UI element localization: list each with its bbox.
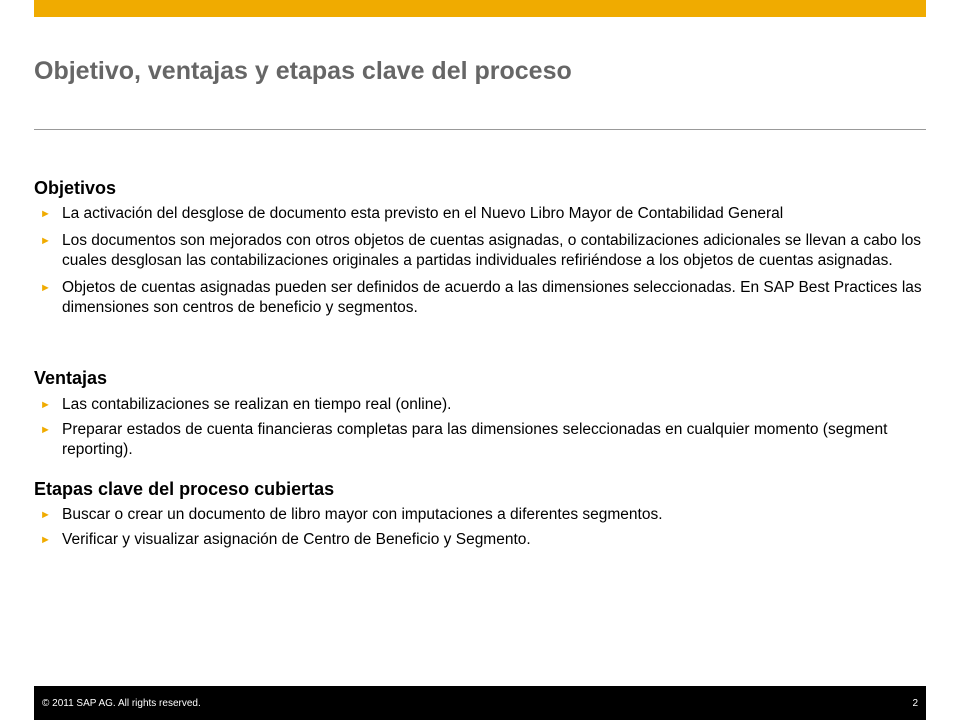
bullet-item (34, 505, 929, 525)
title-divider (34, 129, 926, 130)
bullet-text: Objetos de cuentas asignadas pueden ser definidos de acuerdo a las dimensiones seleccionadas. En SAP Best Practices las dimensiones son centros de beneficio y segmentos. (62, 279, 922, 316)
bullet-list-objetivos (34, 204, 929, 318)
section-objetivos (34, 177, 929, 318)
section-heading-ventajas: Ventajas (34, 368, 108, 388)
triangle-right-icon: ► (40, 208, 51, 220)
triangle-right-icon: ► (40, 282, 51, 294)
bullet-list-ventajas (34, 395, 929, 460)
bullet-text: Preparar estados de cuenta financieras completas para las dimensiones seleccionadas en cualquier momento (segment reporting). (62, 421, 888, 458)
bullet-item (34, 395, 929, 415)
bullet-text: Verificar y visualizar asignación de Centro de Beneficio y Segmento. (62, 531, 531, 548)
triangle-right-icon: ► (40, 399, 51, 411)
bullet-item (34, 204, 929, 224)
footer-copyright: © 2011 SAP AG. All rights reserved. (42, 698, 201, 709)
bullet-text: Los documentos son mejorados con otros objetos de cuentas asignadas, o contabilizaciones adicionales se llevan a cabo los cuales desglosan las contabilizaciones originales a partidas individuales refiriéndose a los objetos de cuentas asignadas. (62, 232, 922, 269)
bullet-item (34, 420, 929, 460)
bullet-text: Las contabilizaciones se realizan en tiempo real (online). (62, 396, 452, 413)
triangle-right-icon: ► (40, 424, 51, 436)
triangle-right-icon: ► (40, 509, 51, 521)
section-heading-etapas-clave: Etapas clave del proceso cubiertas (34, 479, 335, 499)
bullet-item (34, 530, 929, 550)
section-etapas-clave (34, 478, 929, 550)
bullet-text: La activación del desglose de documento esta previsto en el Nuevo Libro Mayor de Contabilidad General (62, 205, 784, 222)
section-ventajas (34, 367, 929, 460)
bullet-item (34, 231, 929, 271)
slide-footer (34, 686, 926, 720)
slide-title: Objetivo, ventajas y etapas clave del proceso (34, 57, 572, 85)
bullet-item (34, 278, 929, 318)
triangle-right-icon: ► (40, 534, 51, 546)
bullet-list-etapas-clave (34, 505, 929, 550)
triangle-right-icon: ► (40, 235, 51, 247)
bullet-text: Buscar o crear un documento de libro mayor con imputaciones a diferentes segmentos. (62, 506, 663, 523)
section-heading-objetivos: Objetivos (34, 178, 117, 198)
slide-content (34, 177, 929, 550)
page-number: 2 (912, 698, 918, 709)
top-accent-bar (34, 0, 926, 17)
